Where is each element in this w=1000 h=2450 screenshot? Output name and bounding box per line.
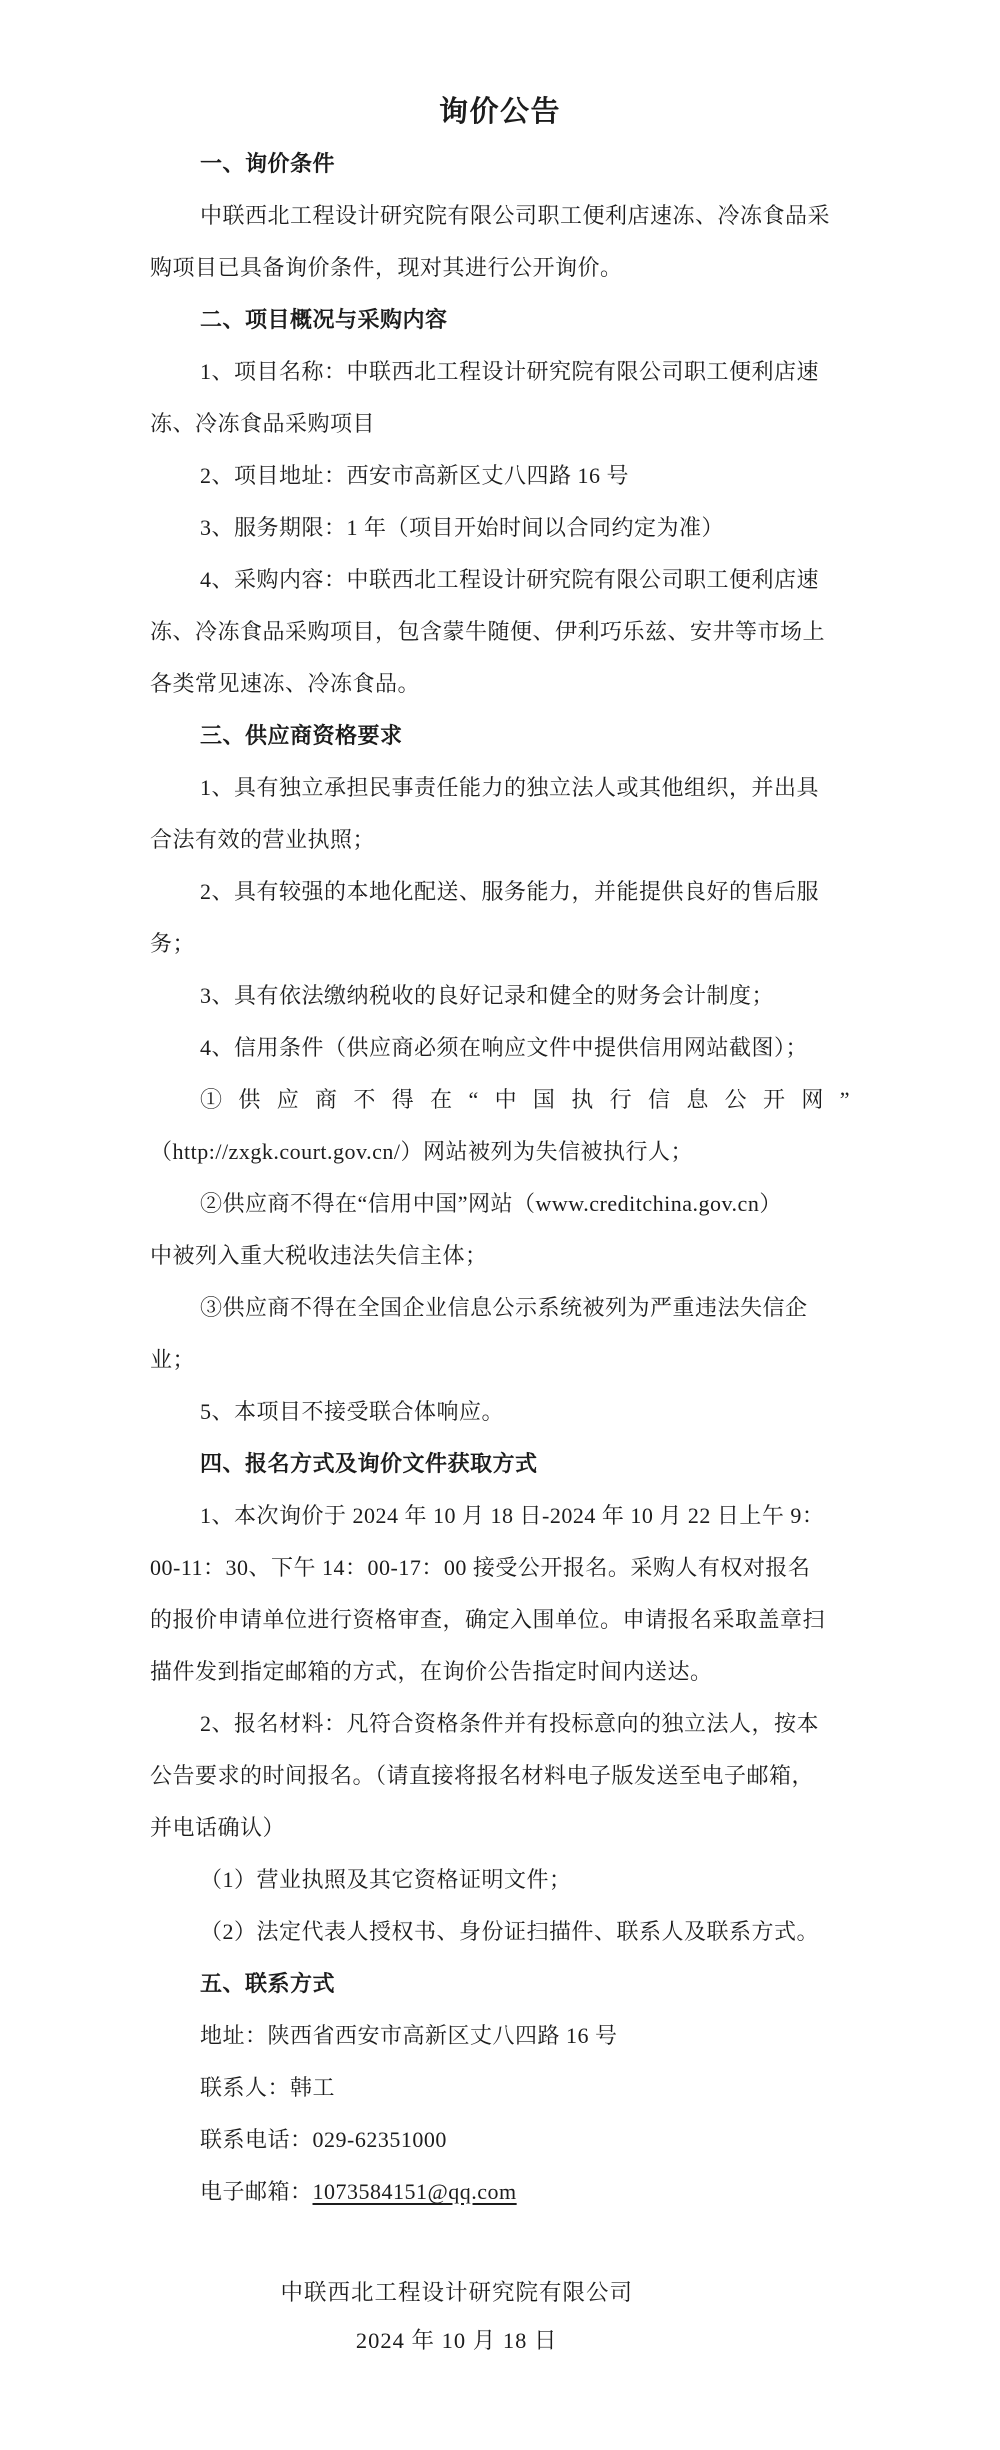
text-line: 4、采购内容：中联西北工程设计研究院有限公司职工便利店速	[200, 567, 820, 592]
text-line: 1、项目名称：中联西北工程设计研究院有限公司职工便利店速	[200, 359, 820, 384]
text-line: ③供应商不得在全国企业信息公示系统被列为严重违法失信企	[200, 1295, 808, 1320]
text-line: （2）法定代表人授权书、身份证扫描件、联系人及联系方式。	[200, 1919, 820, 1944]
signature-block	[280, 2269, 633, 2365]
text-line: 4、信用条件（供应商必须在响应文件中提供信用网站截图）；	[200, 1035, 809, 1060]
section-heading: 四、报名方式及询价文件获取方式	[200, 1451, 538, 1476]
signature-date: 2024 年 10 月 18 日	[355, 2328, 558, 2353]
text-line: 联系人：韩工	[200, 2075, 336, 2100]
text-line: 公告要求的时间报名。（请直接将报名材料电子版发送至电子邮箱，	[150, 1763, 815, 1788]
text-line: 联系电话：029-62351000	[200, 2127, 447, 2152]
text-line: 务；	[150, 931, 196, 956]
text-line: 00-11：30、下午 14：00-17：00 接受公开报名。采购人有权对报名	[150, 1555, 811, 1580]
text-line: 2、项目地址：西安市高新区丈八四路 16 号	[200, 463, 630, 488]
text-line: 各类常见速冻、冷冻食品。	[150, 671, 421, 696]
text-line: 业；	[150, 1347, 196, 1372]
text-line: 购项目已具备询价条件，现对其进行公开询价。	[150, 255, 623, 280]
text-line: 中联西北工程设计研究院有限公司职工便利店速冻、冷冻食品采	[200, 203, 831, 228]
text-line: 描件发到指定邮箱的方式，在询价公告指定时间内送达。	[150, 1659, 713, 1684]
text-line: 地址：陕西省西安市高新区丈八四路 16 号	[200, 2023, 618, 2048]
text-line: ①供应商不得在“中国执行信息公开网”	[200, 1087, 850, 1112]
text-line: 1、具有独立承担民事责任能力的独立法人或其他组织，并出具	[200, 775, 820, 800]
email-label: 电子邮箱：	[200, 2179, 313, 2204]
signature-company: 中联西北工程设计研究院有限公司	[280, 2280, 633, 2305]
text-line: 冻、冷冻食品采购项目	[150, 411, 376, 436]
text-line: 3、服务期限：1 年（项目开始时间以合同约定为准）	[200, 515, 725, 540]
section-heading: 一、询价条件	[200, 151, 336, 176]
email-link[interactable]: 1073584151@qq.com	[312, 2179, 517, 2204]
text-line: 5、本项目不接受联合体响应。	[200, 1399, 505, 1424]
text-line: 2、具有较强的本地化配送、服务能力，并能提供良好的售后服	[200, 879, 820, 904]
text-line: 合法有效的营业执照；	[150, 827, 376, 852]
text-line: ②供应商不得在“信用中国”网站（www.creditchina.gov.cn）	[200, 1191, 782, 1216]
text-line: （http://zxgk.court.gov.cn/）网站被列为失信被执行人；	[150, 1139, 693, 1164]
text-line: 1、本次询价于 2024 年 10 月 18 日-2024 年 10 月 22 日上午 9：	[200, 1503, 825, 1528]
text-line: 中被列入重大税收违法失信主体；	[150, 1243, 488, 1268]
section-heading: 五、联系方式	[200, 1971, 336, 1996]
section-heading: 三、供应商资格要求	[200, 723, 403, 748]
document-body	[150, 138, 850, 2218]
text-line: 3、具有依法缴纳税收的良好记录和健全的财务会计制度；	[200, 983, 775, 1008]
text-line: 的报价申请单位进行资格审查，确定入围单位。申请报名采取盖章扫	[150, 1607, 826, 1632]
text-line	[150, 2166, 850, 2218]
section-heading: 二、项目概况与采购内容	[200, 307, 448, 332]
text-line: 冻、冷冻食品采购项目，包含蒙牛随便、伊利巧乐兹、安井等市场上	[150, 619, 826, 644]
text-line: 并电话确认）	[150, 1815, 286, 1840]
text-line: （1）营业执照及其它资格证明文件；	[200, 1867, 572, 1892]
text-line: 2、报名材料：凡符合资格条件并有投标意向的独立法人，按本	[200, 1711, 820, 1736]
document-title: 询价公告	[438, 96, 561, 128]
